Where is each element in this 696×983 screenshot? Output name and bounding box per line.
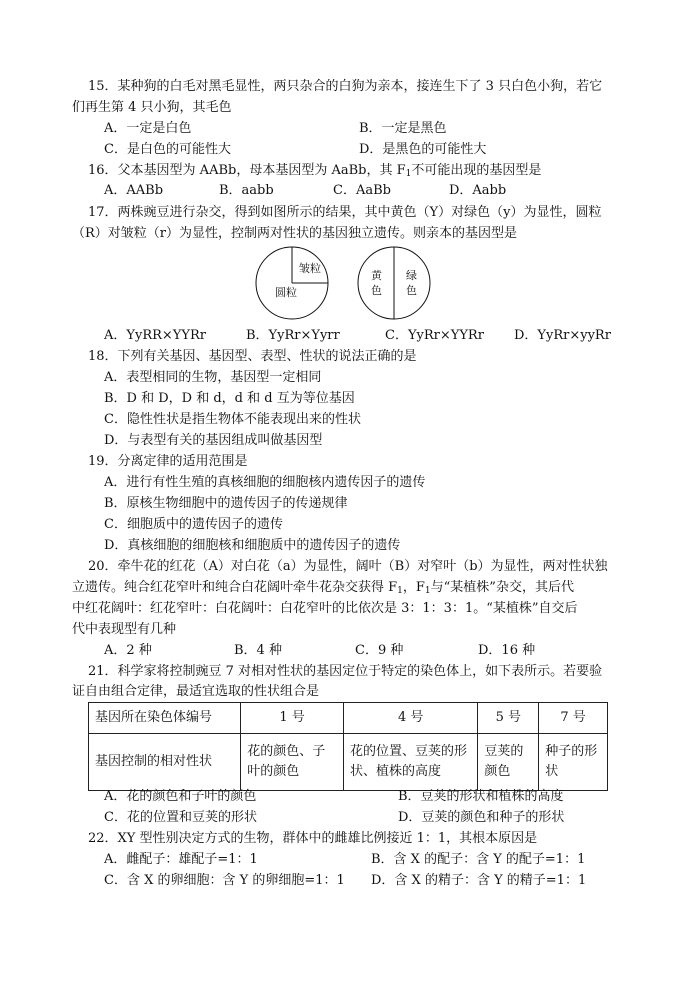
pie-label-yellow-1: 黄 xyxy=(371,269,382,282)
q21-option-d[interactable]: D．豆荚的颜色和种子的形状 xyxy=(398,810,565,825)
q17-option-c[interactable]: C．YyRr×YYRr xyxy=(385,328,484,343)
q19-option-b[interactable]: B．原核生物细胞中的遗传因子的传递规律 xyxy=(104,496,348,511)
table-header-cell: 5 号 xyxy=(478,703,539,734)
q22-option-a[interactable]: A．雌配子：雄配子=1：1 xyxy=(104,852,258,867)
q15-options-row1 xyxy=(0,119,696,139)
pie-label-yellow-2: 色 xyxy=(371,284,382,297)
q21-option-b[interactable]: B．豆荚的形状和植株的高度 xyxy=(398,789,564,804)
q17-options xyxy=(0,326,696,346)
pie-label-green-2: 色 xyxy=(406,284,417,297)
pie-label-round: 圆粒 xyxy=(275,286,297,299)
q15-option-c[interactable]: C．是白色的可能性大 xyxy=(104,142,231,157)
table-cell: 豆荚的颜色 xyxy=(478,734,539,791)
q15-stem-line2: 们再生第 4 只小狗，其毛色 xyxy=(72,100,232,115)
q20-option-c[interactable]: C．9 种 xyxy=(355,643,404,658)
q16-option-c[interactable]: C．AaBb xyxy=(333,183,391,198)
table-header-cell: 4 号 xyxy=(343,703,477,734)
q15-options-row2 xyxy=(0,140,696,160)
table-row xyxy=(89,734,608,791)
q16-option-a[interactable]: A．AABb xyxy=(104,183,164,198)
q17-stem-line1: 17．两株豌豆进行杂交，得到如图所示的结果，其中黄色（Y）对绿色（y）为显性，圆粒 xyxy=(88,205,602,220)
q21-options-row1 xyxy=(0,787,696,807)
table-cell: 种子的形状 xyxy=(539,734,608,791)
q16-option-d[interactable]: D．Aabb xyxy=(449,183,507,198)
q21-stem-line1: 21．科学家将控制豌豆 7 对相对性状的基因定位于特定的染色体上，如下表所示。若要验 xyxy=(88,664,603,679)
q19-option-c[interactable]: C．细胞质中的遗传因子的遗传 xyxy=(104,517,283,532)
q20-stem-line4: 代中表现型有几种 xyxy=(72,622,177,637)
pie-label-wrinkled: 皱粒 xyxy=(299,262,321,275)
q22-option-c[interactable]: C．含 X 的卵细胞：含 Y 的卵细胞=1：1 xyxy=(104,873,345,888)
q18-stem: 18．下列有关基因、基因型、表型、性状的说法正确的是 xyxy=(88,349,417,364)
q16-option-b[interactable]: B．aabb xyxy=(219,183,274,198)
q18-option-a[interactable]: A．表型相同的生物，基因型一定相同 xyxy=(104,370,322,385)
q19-option-a[interactable]: A．进行有性生殖的真核细胞的细胞核内遗传因子的遗传 xyxy=(104,475,426,490)
q19-option-d[interactable]: D．真核细胞的细胞核和细胞质中的遗传因子的遗传 xyxy=(104,538,401,553)
q18-option-b[interactable]: B．D 和 D，D 和 d，d 和 d 互为等位基因 xyxy=(104,391,355,406)
q15-stem-line1: 15．某种狗的白毛对黑毛显性，两只杂合的白狗为亲本，接连生下了 3 只白色小狗，若它 xyxy=(88,79,603,94)
q22-option-b[interactable]: B．含 X 的配子：含 Y 的配子=1：1 xyxy=(371,852,586,867)
q18-option-d[interactable]: D．与表型有关的基因组成叫做基因型 xyxy=(104,433,323,448)
table-cell: 花的位置、豆荚的形状、植株的高度 xyxy=(343,734,477,791)
q16-options xyxy=(0,181,696,201)
q22-option-d[interactable]: D．含 X 的精子：含 Y 的精子=1：1 xyxy=(371,873,587,888)
q15-option-b[interactable]: B．一定是黑色 xyxy=(359,121,447,136)
q22-options-row1 xyxy=(0,850,696,870)
q22-options-row2 xyxy=(0,871,696,891)
table-header-cell: 基因所在染色体编号 xyxy=(89,703,241,734)
q15-option-d[interactable]: D．是黑色的可能性大 xyxy=(359,142,487,157)
table-cell: 基因控制的相对性状 xyxy=(89,734,241,791)
q17-stem-line2: （R）对皱粒（r）为显性，控制两对性状的基因独立遗传。则亲本的基因型是 xyxy=(72,226,518,241)
q22-stem: 22．XY 型性别决定方式的生物，群体中的雌雄比例接近 1：1，其根本原因是 xyxy=(88,831,538,846)
q20-stem-line3: 中红花阔叶：红花窄叶：白花阔叶：白花窄叶的比依次是 3：1：3：1。“某植株”自交后 xyxy=(72,601,578,616)
q21-chromosome-table xyxy=(88,702,608,791)
q19-stem: 19．分离定律的适用范围是 xyxy=(88,454,248,469)
table-header-row xyxy=(89,703,608,734)
q21-option-a[interactable]: A．花的颜色和子叶的颜色 xyxy=(104,789,257,804)
q20-options xyxy=(0,641,696,661)
q21-stem-line2: 证自由组合定律，最适宜选取的性状组合是 xyxy=(72,684,320,699)
table-cell: 花的颜色、子叶的颜色 xyxy=(241,734,344,791)
table-header-cell: 7 号 xyxy=(539,703,608,734)
table-header-cell: 1 号 xyxy=(241,703,344,734)
q16-stem: 16．父本基因型为 AABb，母本基因型为 AaBb，其 $F_1$不可能出现的基因型是 xyxy=(88,163,542,179)
q20-option-d[interactable]: D．16 种 xyxy=(478,643,536,658)
pie-shape-yellow-green xyxy=(358,247,430,319)
q20-option-a[interactable]: A．2 种 xyxy=(104,643,152,658)
q17-option-b[interactable]: B．YyRr×Yyrr xyxy=(246,328,340,343)
q20-stem-line1: 20．牵牛花的红花（A）对白花（a）为显性，阔叶（B）对窄叶（b）为显性，两对性状独 xyxy=(88,559,608,574)
q17-option-d[interactable]: D．YyRr×yyRr xyxy=(514,328,611,343)
q21-option-c[interactable]: C．花的位置和豆荚的形状 xyxy=(104,810,257,825)
q17-option-a[interactable]: A．YyRR×YYRr xyxy=(104,328,206,343)
q20-option-b[interactable]: B．4 种 xyxy=(234,643,282,658)
q18-option-c[interactable]: C．隐性性状是指生物体不能表现出来的性状 xyxy=(104,412,361,427)
pie-shape-round-wrinkled xyxy=(256,247,328,319)
q15-option-a[interactable]: A．一定是白色 xyxy=(104,121,192,136)
q17-pie-figures xyxy=(255,246,445,321)
q20-stem-line2: 立遗传。纯合红花窄叶和纯合白花阔叶牵牛花杂交获得 $F_1$，$F_1$与“某植株”杂交，其后代 xyxy=(72,580,574,596)
pie-label-green-1: 绿 xyxy=(406,269,417,282)
q21-options-row2 xyxy=(0,808,696,828)
